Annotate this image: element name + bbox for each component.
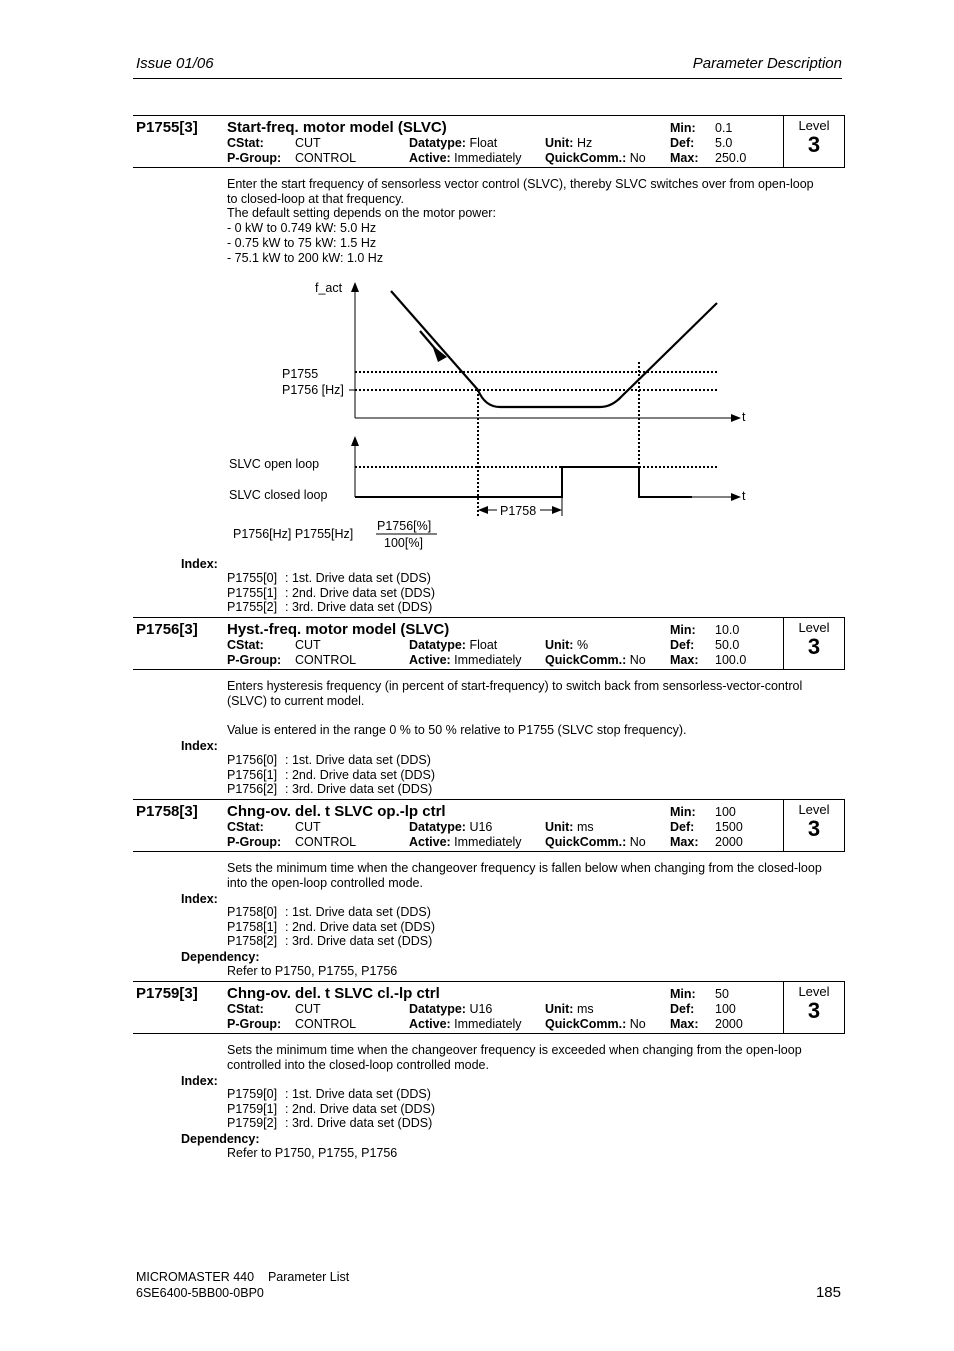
unit-value: ms — [576, 820, 594, 834]
pgroup-label: P-Group: — [227, 653, 282, 667]
desc-line — [227, 708, 802, 723]
footer-info — [136, 1269, 349, 1301]
index-item: P1756[0] : 1st. Drive data set (DDS) — [227, 753, 431, 767]
index-item: P1759[1] : 2nd. Drive data set (DDS) — [227, 1101, 436, 1116]
pgroup-label: P-Group: — [227, 835, 282, 849]
cstat-value: CUT — [295, 638, 321, 652]
index-item: P1755[0] : 1st. Drive data set (DDS) — [227, 571, 431, 585]
pgroup-value: CONTROL — [295, 835, 357, 849]
footer-order-number: 6SE6400-5BB00-0BP0 — [136, 1286, 264, 1300]
pgroup-value: CONTROL — [295, 151, 357, 165]
max-label: Max: — [670, 1017, 699, 1031]
active-label: Active: — [409, 653, 451, 667]
desc-line: The default setting depends on the motor power: — [227, 206, 496, 221]
active-value: Immediately — [454, 653, 522, 667]
level-number: 3 — [807, 132, 821, 157]
def-value: 5.0 — [715, 136, 733, 150]
def-value: 100 — [715, 1002, 736, 1016]
cstat-value: CUT — [295, 136, 321, 150]
datatype-label: Datatype: — [409, 136, 466, 150]
level-label: Level — [798, 620, 830, 635]
index-item: P1759[0] : 1st. Drive data set (DDS) — [227, 1087, 431, 1101]
param-description-p1759 — [227, 1043, 802, 1072]
param-description-p1758 — [227, 861, 822, 890]
index-item: P1755[1] : 2nd. Drive data set (DDS) — [227, 585, 436, 600]
datatype-label: Datatype: — [409, 820, 466, 834]
def-label: Def: — [670, 638, 695, 652]
quickcomm-value: No — [629, 151, 646, 165]
active-label: Active: — [409, 835, 451, 849]
cstat-label: CStat: — [227, 820, 264, 834]
datatype-label: Datatype: — [409, 638, 466, 652]
t-label-lower: t — [742, 489, 746, 503]
param-header-p1759 — [133, 981, 845, 1034]
index-label: Index: — [181, 1074, 218, 1088]
unit-value: ms — [576, 1002, 594, 1016]
quickcomm-value: No — [629, 835, 646, 849]
index-item: P1755[2] : 3rd. Drive data set (DDS) — [227, 600, 433, 615]
quickcomm-value: No — [629, 653, 646, 667]
header-section: Parameter Description — [692, 55, 842, 72]
p1756-label: P1756 [Hz] — [282, 383, 344, 397]
t-label-upper: t — [742, 410, 746, 424]
param-title: Start-freq. motor model (SLVC) — [227, 119, 447, 136]
index-item: P1758[2] : 3rd. Drive data set (DDS) — [227, 934, 433, 949]
dependency-text: Refer to P1750, P1755, P1756 — [227, 1146, 398, 1160]
min-value: 0.1 — [715, 121, 733, 135]
param-title: Chng-ov. del. t SLVC op.-lp ctrl — [227, 803, 446, 820]
desc-line: (SLVC) to current model. — [227, 693, 365, 708]
index-list-p1756 — [227, 753, 435, 797]
index-item: P1758[0] : 1st. Drive data set (DDS) — [227, 905, 431, 919]
level-number: 3 — [807, 998, 821, 1023]
desc-line: - 75.1 kW to 200 kW: 1.0 Hz — [227, 250, 384, 265]
level-box — [783, 982, 845, 1033]
cstat-value: CUT — [295, 820, 321, 834]
p1758-label: P1758 — [500, 504, 537, 518]
param-id: P1756[3] — [136, 621, 198, 638]
max-value: 250.0 — [715, 151, 747, 165]
quickcomm-label: QuickComm.: — [545, 835, 627, 849]
min-value: 10.0 — [715, 623, 740, 637]
param-title: Chng-ov. del. t SLVC cl.-lp ctrl — [227, 985, 440, 1002]
param-header-p1758 — [133, 799, 845, 852]
desc-line: - 0 kW to 0.749 kW: 5.0 Hz — [227, 221, 377, 236]
desc-line: Value is entered in the range 0 % to 50 % relative to P1755 (SLVC stop frequency). — [227, 723, 687, 738]
formula-left: P1756[Hz] P1755[Hz] — [233, 527, 354, 541]
level-number: 3 — [807, 634, 821, 659]
desc-line: - 0.75 kW to 75 kW: 1.5 Hz — [227, 235, 377, 250]
def-value: 50.0 — [715, 638, 740, 652]
unit-label: Unit: — [545, 638, 574, 652]
level-number: 3 — [807, 816, 821, 841]
dependency-label: Dependency: — [181, 1132, 260, 1146]
active-value: Immediately — [454, 1017, 522, 1031]
def-label: Def: — [670, 820, 695, 834]
formula-denominator: 100[%] — [384, 536, 423, 550]
min-label: Min: — [670, 805, 696, 819]
cstat-label: CStat: — [227, 638, 264, 652]
unit-label: Unit: — [545, 820, 574, 834]
desc-line: to closed-loop at that frequency. — [227, 191, 404, 206]
index-label: Index: — [181, 739, 218, 753]
footer-product: MICROMASTER 440 Parameter List — [136, 1270, 350, 1284]
param-id: P1755[3] — [136, 119, 198, 136]
cstat-label: CStat: — [227, 136, 264, 150]
param-title: Hyst.-freq. motor model (SLVC) — [227, 621, 450, 638]
quickcomm-value: No — [629, 1017, 646, 1031]
min-value: 50 — [715, 987, 729, 1001]
quickcomm-label: QuickComm.: — [545, 1017, 627, 1031]
quickcomm-label: QuickComm.: — [545, 653, 627, 667]
closed-loop-label: SLVC closed loop — [229, 488, 328, 502]
formula-numerator: P1756[%] — [377, 519, 432, 533]
pgroup-label: P-Group: — [227, 1017, 282, 1031]
param-id: P1759[3] — [136, 985, 198, 1002]
p1758-arrow-left — [478, 506, 488, 514]
header-issue: Issue 01/06 — [136, 55, 214, 72]
f-act-label: f_act — [315, 281, 343, 295]
min-value: 100 — [715, 805, 736, 819]
def-label: Def: — [670, 1002, 695, 1016]
unit-label: Unit: — [545, 136, 574, 150]
index-list-p1758 — [227, 905, 435, 949]
index-item: P1758[1] : 2nd. Drive data set (DDS) — [227, 919, 436, 934]
page-number: 185 — [815, 1284, 841, 1301]
max-value: 100.0 — [715, 653, 747, 667]
p1758-arrow-right — [552, 506, 562, 514]
def-value: 1500 — [715, 820, 743, 834]
index-label: Index: — [181, 557, 218, 571]
unit-label: Unit: — [545, 1002, 574, 1016]
index-list-p1755 — [227, 571, 435, 615]
param-id: P1758[3] — [136, 803, 198, 820]
slvc-switching-diagram — [0, 0, 954, 560]
min-label: Min: — [670, 987, 696, 1001]
param-header-p1756 — [133, 617, 845, 670]
max-value: 2000 — [715, 1017, 743, 1031]
index-item: P1756[1] : 2nd. Drive data set (DDS) — [227, 767, 436, 782]
index-item: P1759[2] : 3rd. Drive data set (DDS) — [227, 1116, 433, 1131]
desc-line: Sets the minimum time when the changeover frequency is fallen below when changing from the closed-loop — [227, 861, 822, 875]
pgroup-value: CONTROL — [295, 1017, 357, 1031]
max-label: Max: — [670, 151, 699, 165]
def-label: Def: — [670, 136, 695, 150]
min-label: Min: — [670, 623, 696, 637]
index-item: P1756[2] : 3rd. Drive data set (DDS) — [227, 782, 433, 797]
min-label: Min: — [670, 121, 696, 135]
pgroup-value: CONTROL — [295, 653, 357, 667]
param-description-p1756 — [227, 679, 802, 738]
p1755-label: P1755 — [282, 367, 319, 381]
desc-line: Enter the start frequency of sensorless vector control (SLVC), thereby SLVC switches over from open-loop — [227, 177, 814, 191]
cstat-label: CStat: — [227, 1002, 264, 1016]
datatype-value: U16 — [469, 1002, 493, 1016]
quickcomm-label: QuickComm.: — [545, 151, 627, 165]
dependency-label: Dependency: — [181, 950, 260, 964]
index-label: Index: — [181, 892, 218, 906]
max-value: 2000 — [715, 835, 743, 849]
desc-line: Enters hysteresis frequency (in percent of start-frequency) to switch back from sensorless-vector-control — [227, 679, 803, 693]
datatype-label: Datatype: — [409, 1002, 466, 1016]
index-list-p1759 — [227, 1087, 435, 1131]
level-label: Level — [798, 984, 830, 999]
datatype-value: U16 — [469, 820, 493, 834]
level-label: Level — [798, 118, 830, 133]
dependency-text: Refer to P1750, P1755, P1756 — [227, 964, 398, 978]
max-label: Max: — [670, 653, 699, 667]
level-box — [783, 800, 845, 851]
level-box — [783, 618, 845, 669]
slvc-mode-signal — [355, 467, 692, 497]
desc-line: controlled into the closed-loop controlled mode. — [227, 1057, 489, 1072]
unit-value: % — [576, 638, 589, 652]
desc-line: Sets the minimum time when the changeover frequency is exceeded when changing from the open-loop — [227, 1043, 802, 1057]
datatype-value: Float — [469, 136, 498, 150]
datatype-value: Float — [469, 638, 498, 652]
desc-line: into the open-loop controlled mode. — [227, 875, 423, 890]
unit-value: Hz — [576, 136, 593, 150]
active-label: Active: — [409, 151, 451, 165]
level-label: Level — [798, 802, 830, 817]
active-value: Immediately — [454, 151, 522, 165]
pgroup-label: P-Group: — [227, 151, 282, 165]
active-value: Immediately — [454, 835, 522, 849]
open-loop-label: SLVC open loop — [229, 457, 320, 471]
cstat-value: CUT — [295, 1002, 321, 1016]
max-label: Max: — [670, 835, 699, 849]
active-label: Active: — [409, 1017, 451, 1031]
